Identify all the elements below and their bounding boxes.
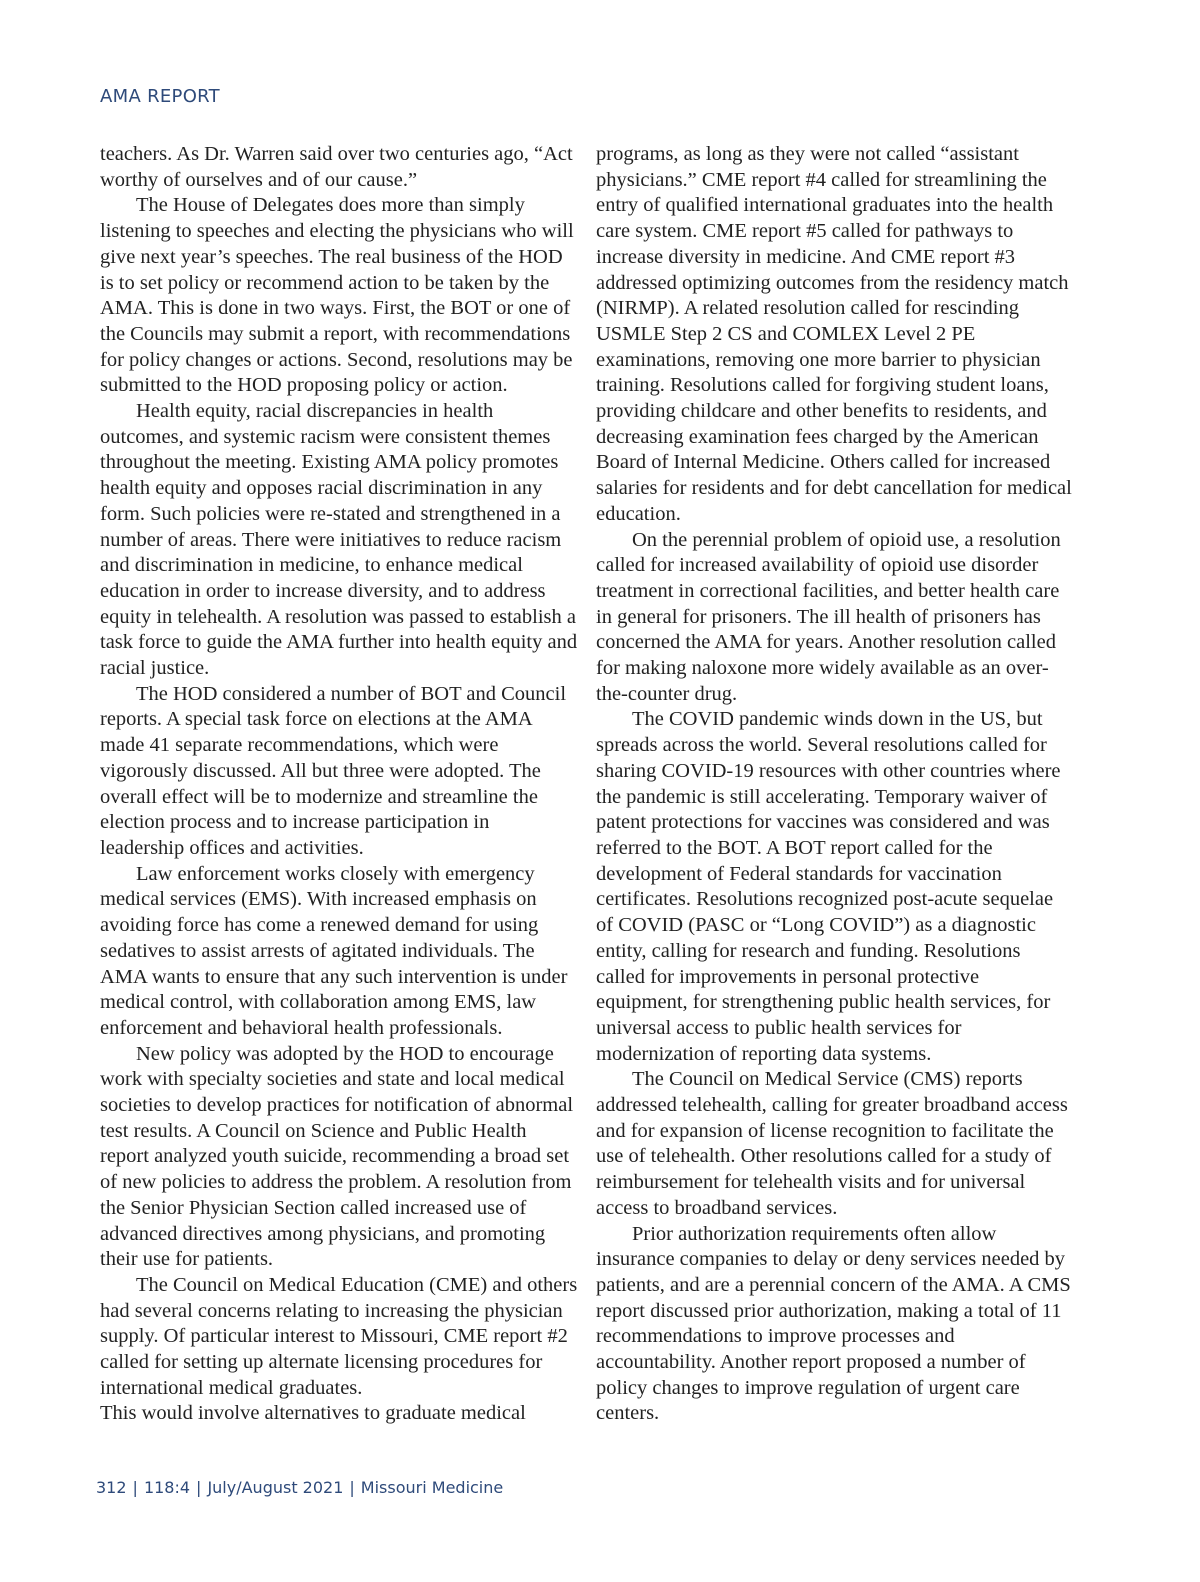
- paragraph: The COVID pandemic winds down in the US, but spreads across the world. Several resolutions called for sharing COVID-19 resources with other countries where the pandemic is still accelerating. Temporary waiver of patent protections for vaccines was considered and was referred to the BOT. A BOT report called for the development of Federal standards for vaccination certificates. Resolutions recognized post-acute sequelae of COVID (PASC or “Long COVID”) as a diagnostic entity, calling for research and funding. Resolutions called for improvements in personal protective equipment, for strengthening public health services, for universal access to public health services for modernization of reporting data systems.: [596, 708, 1061, 1065]
- paragraph: The HOD considered a number of BOT and Council reports. A special task force on elections at the AMA made 41 separate recommendations, which were vigorously discussed. All but three were adopted. The overall effect will be to modernize and streamline the election process and to increase participation in leadership offices and activities.: [100, 682, 567, 859]
- paragraph: New policy was adopted by the HOD to encourage work with specialty societies and state and local medical societies to develop practices for notification of abnormal test results. A Council on Science and Public Health report analyzed youth suicide, recommending a broad set of new policies to address the problem. A resolution from the Senior Physician Section called increased use of advanced directives among physicians, and promoting their use for patients.: [100, 1042, 574, 1271]
- right-column: [596, 142, 1074, 1427]
- paragraph: The House of Delegates does more than simply listening to speeches and electing the physicians who will give next year’s speeches. The real business of the HOD is to set policy or recommend action to be taken by the AMA. This is done in two ways. First, the BOT or one of the Councils may submit a report, with recommendations for policy changes or actions. Second, resolutions may be submitted to the HOD proposing policy or action.: [100, 194, 574, 397]
- issue-number: 118:4: [143, 1478, 191, 1497]
- paragraph: Health equity, racial discrepancies in health outcomes, and systemic racism were consistent themes throughout the meeting. Existing AMA policy promotes health equity and opposes racial discrimination in any form. Such policies were re-stated and strengthened in a number of areas. There were initiatives to reduce racism and discrimination in medicine, to enhance medical education in order to increase diversity, and to address equity in telehealth. A resolution was passed to establish a task force to guide the AMA further into health equity and racial justice.: [100, 400, 578, 680]
- left-column: [100, 142, 578, 1427]
- section-header: AMA REPORT: [100, 86, 220, 107]
- issue-date: July/August 2021: [207, 1478, 344, 1497]
- paragraph: On the perennial problem of opioid use, a resolution called for increased availability of opioid use disorder treatment in correctional facilities, and better health care in general for prisoners. The ill health of prisoners has concerned the AMA for years. Another resolution called for making naloxone more widely available as an over-the-counter drug.: [596, 528, 1061, 705]
- footer-separator: |: [196, 1478, 202, 1497]
- paragraph: teachers. As Dr. Warren said over two centuries ago, “Act worthy of ourselves and of our cause.”: [100, 143, 573, 191]
- footer-separator: |: [132, 1478, 138, 1497]
- page-number: 312: [96, 1478, 127, 1497]
- journal-name: Missouri Medicine: [360, 1478, 504, 1497]
- paragraph: Law enforcement works closely with emergency medical services (EMS). With increased emphasis on avoiding force has come a renewed demand for using sedatives to assist arrests of agitated individuals. The AMA wants to ensure that any such intervention is under medical control, with collaboration among EMS, law enforcement and behavioral health professionals.: [100, 862, 568, 1039]
- page-footer: [96, 1478, 503, 1497]
- paragraph: The Council on Medical Service (CMS) reports addressed telehealth, calling for greater broadband access and for expansion of license recognition to facilitate the use of telehealth. Other resolutions called for a study of reimbursement for telehealth visits and for universal access to broadband services.: [596, 1068, 1068, 1219]
- paragraph: The Council on Medical Education (CME) and others had several concerns relating to increasing the physician supply. Of particular interest to Missouri, CME report #2 called for setting up alternate licensing procedures for international medical graduates.: [100, 1273, 578, 1399]
- paragraph: This would involve alternatives to graduate medical: [100, 1402, 526, 1425]
- footer-separator: |: [349, 1478, 355, 1497]
- paragraph: programs, as long as they were not called “assistant physicians.” CME report #4 called for streamlining the entry of qualified international graduates into the health care system. CME report #5 called for pathways to increase diversity in medicine. And CME report #3 addressed optimizing outcomes from the residency match (NIRMP). A related resolution called for rescinding USMLE Step 2 CS and COMLEX Level 2 PE examinations, removing one more barrier to physician training. Resolutions called for forgiving student loans, providing childcare and other benefits to residents, and decreasing examination fees charged by the American Board of Internal Medicine. Others called for increased salaries for residents and for debt cancellation for medical education.: [596, 143, 1072, 525]
- paragraph: Prior authorization requirements often allow insurance companies to delay or deny services needed by patients, and are a perennial concern of the AMA. A CMS report discussed prior authorization, making a total of 11 recommendations to improve processes and accountability. Another report proposed a number of policy changes to improve regulation of urgent care centers.: [596, 1222, 1071, 1425]
